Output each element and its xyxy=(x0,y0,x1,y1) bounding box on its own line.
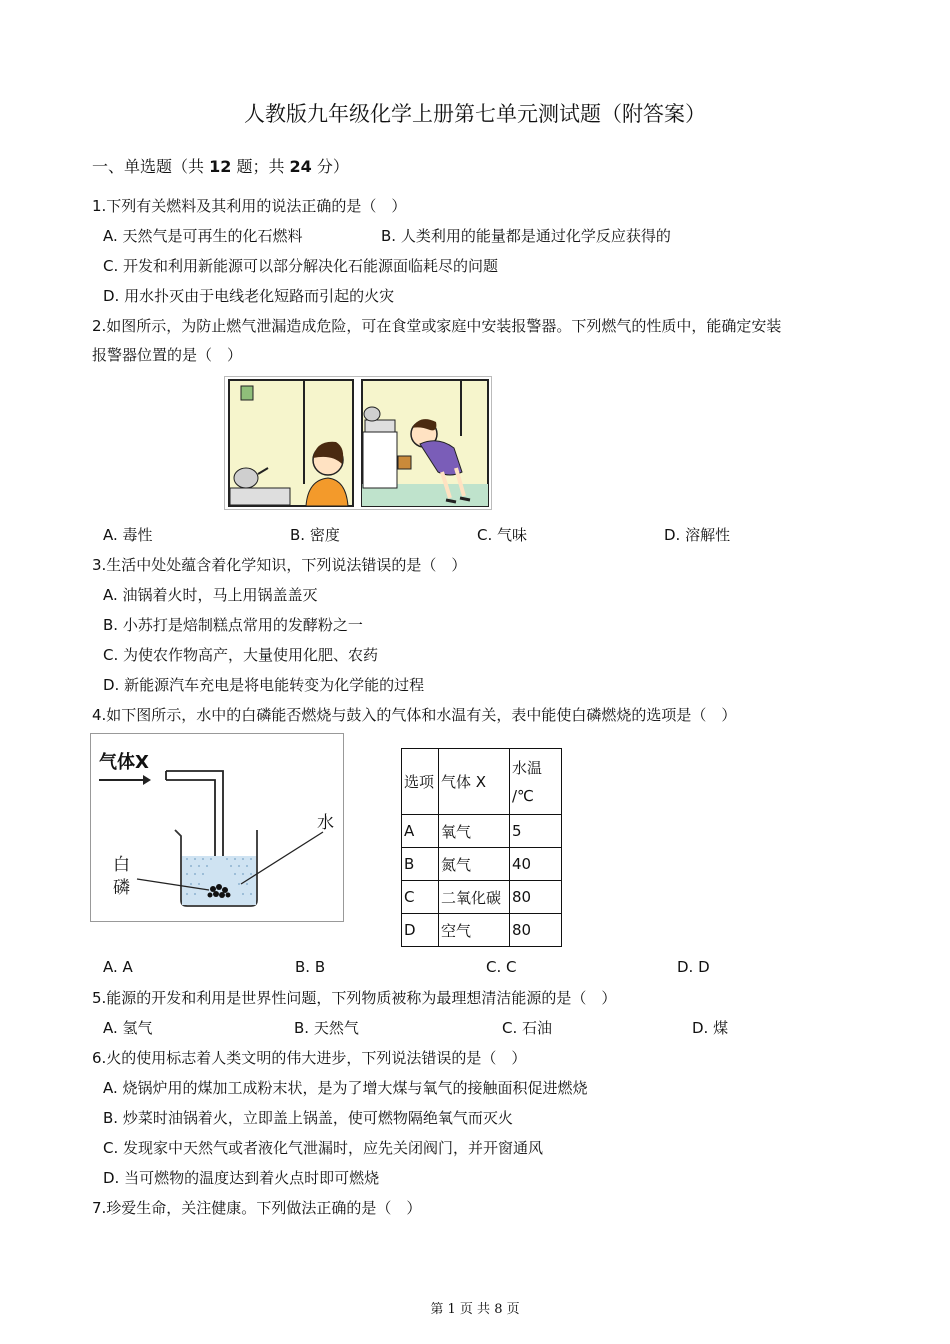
q6-option-a[interactable]: A. 烧锅炉用的煤加工成粉末状，是为了增大煤与氧气的接触面积促进燃烧 xyxy=(103,1079,588,1097)
q1-option-d[interactable]: D. 用水扑灭由于电线老化短路而引起的火灾 xyxy=(103,287,395,305)
table-cell: A xyxy=(402,815,439,848)
page-number: 1 xyxy=(447,1302,456,1317)
phosphorus-label-2: 磷 xyxy=(113,878,130,898)
q1-option-a[interactable]: A. 天然气是可再生的化石燃料 xyxy=(103,227,303,245)
table-cell: 80 xyxy=(510,914,562,947)
q2-option-a[interactable]: A. 毒性 xyxy=(103,526,153,544)
table-cell: C xyxy=(402,881,439,914)
q2-option-d[interactable]: D. 溶解性 xyxy=(664,526,731,544)
page-footer: 第 1 页 共 8 页 xyxy=(430,1302,520,1317)
q5-option-b[interactable]: B. 天然气 xyxy=(294,1019,359,1037)
q3-option-c[interactable]: C. 为使农作物高产，大量使用化肥、农药 xyxy=(103,646,379,664)
q1-option-b[interactable]: B. 人类利用的能量都是通过化学反应获得的 xyxy=(381,227,671,245)
q1-option-c[interactable]: C. 开发和利用新能源可以部分解决化石能源面临耗尽的问题 xyxy=(103,257,499,275)
header-temp: 水温 /℃ xyxy=(510,749,562,815)
gas-alarm-figure xyxy=(224,376,492,510)
water-label: 水 xyxy=(317,813,334,833)
phosphorus-label-1: 白 xyxy=(113,855,130,875)
table-row xyxy=(402,848,562,881)
table-cell: 二氧化碳 xyxy=(439,881,510,914)
q5-option-a[interactable]: A. 氢气 xyxy=(103,1019,153,1037)
table-row xyxy=(402,815,562,848)
question-3-stem: 3.生活中处处蕴含着化学知识，下列说法错误的是（ ） xyxy=(92,556,467,574)
q2-option-b[interactable]: B. 密度 xyxy=(290,526,340,544)
table-row xyxy=(402,881,562,914)
table-cell: 80 xyxy=(510,881,562,914)
white-phosphorus-beaker-figure xyxy=(90,733,344,922)
q3-option-b[interactable]: B. 小苏打是焙制糕点常用的发酵粉之一 xyxy=(103,616,363,634)
q3-option-d[interactable]: D. 新能源汽车充电是将电能转变为化学能的过程 xyxy=(103,676,425,694)
header-option: 选项 xyxy=(402,749,439,815)
question-2-stem-line2: 报警器位置的是（ ） xyxy=(92,346,243,364)
page-total: 8 xyxy=(494,1302,503,1317)
section-heading: 一、单选题（共 12 题；共 24 分） xyxy=(92,157,349,176)
q6-option-c[interactable]: C. 发现家中天然气或者液化气泄漏时，应先关闭阀门，并开窗通风 xyxy=(103,1139,544,1157)
header-gas: 气体 X xyxy=(439,749,510,815)
q6-option-b[interactable]: B. 炒菜时油锅着火，立即盖上锅盖，使可燃物隔绝氧气而灭火 xyxy=(103,1109,513,1127)
gas-x-label: 气体X xyxy=(99,752,149,773)
table-cell: 氧气 xyxy=(439,815,510,848)
table-cell: D xyxy=(402,914,439,947)
q4-option-c[interactable]: C. C xyxy=(486,958,517,976)
q3-option-a[interactable]: A. 油锅着火时，马上用锅盖盖灭 xyxy=(103,586,318,604)
table-cell: 40 xyxy=(510,848,562,881)
q5-option-d[interactable]: D. 煤 xyxy=(692,1019,729,1037)
question-1-stem: 1.下列有关燃料及其利用的说法正确的是（ ） xyxy=(92,197,407,215)
q4-option-b[interactable]: B. B xyxy=(295,958,326,976)
question-5-stem: 5.能源的开发和利用是世界性问题，下列物质被称为最理想清洁能源的是（ ） xyxy=(92,989,617,1007)
table-cell: B xyxy=(402,848,439,881)
question-4-stem: 4.如下图所示，水中的白磷能否燃烧与鼓入的气体和水温有关，表中能使白磷燃烧的选项是（ ） xyxy=(92,706,737,724)
conditions-table xyxy=(401,748,562,947)
question-6-stem: 6.火的使用标志着人类文明的伟大进步，下列说法错误的是（ ） xyxy=(92,1049,527,1067)
table-header-row xyxy=(402,749,562,815)
q4-option-d[interactable]: D. D xyxy=(677,958,710,976)
table-cell: 5 xyxy=(510,815,562,848)
table-row xyxy=(402,914,562,947)
q5-option-c[interactable]: C. 石油 xyxy=(502,1019,553,1037)
q4-option-a[interactable]: A. A xyxy=(103,958,133,976)
q2-option-c[interactable]: C. 气味 xyxy=(477,526,528,544)
table-cell: 氮气 xyxy=(439,848,510,881)
page-title: 人教版九年级化学上册第七单元测试题（附答案） xyxy=(244,102,706,126)
q6-option-d[interactable]: D. 当可燃物的温度达到着火点时即可燃烧 xyxy=(103,1169,380,1187)
table-cell: 空气 xyxy=(439,914,510,947)
question-7-stem: 7.珍爱生命，关注健康。下列做法正确的是（ ） xyxy=(92,1199,422,1217)
question-2-stem-line1: 2.如图所示，为防止燃气泄漏造成危险，可在食堂或家庭中安装报警器。下列燃气的性质中，能确定安装 xyxy=(92,317,782,335)
